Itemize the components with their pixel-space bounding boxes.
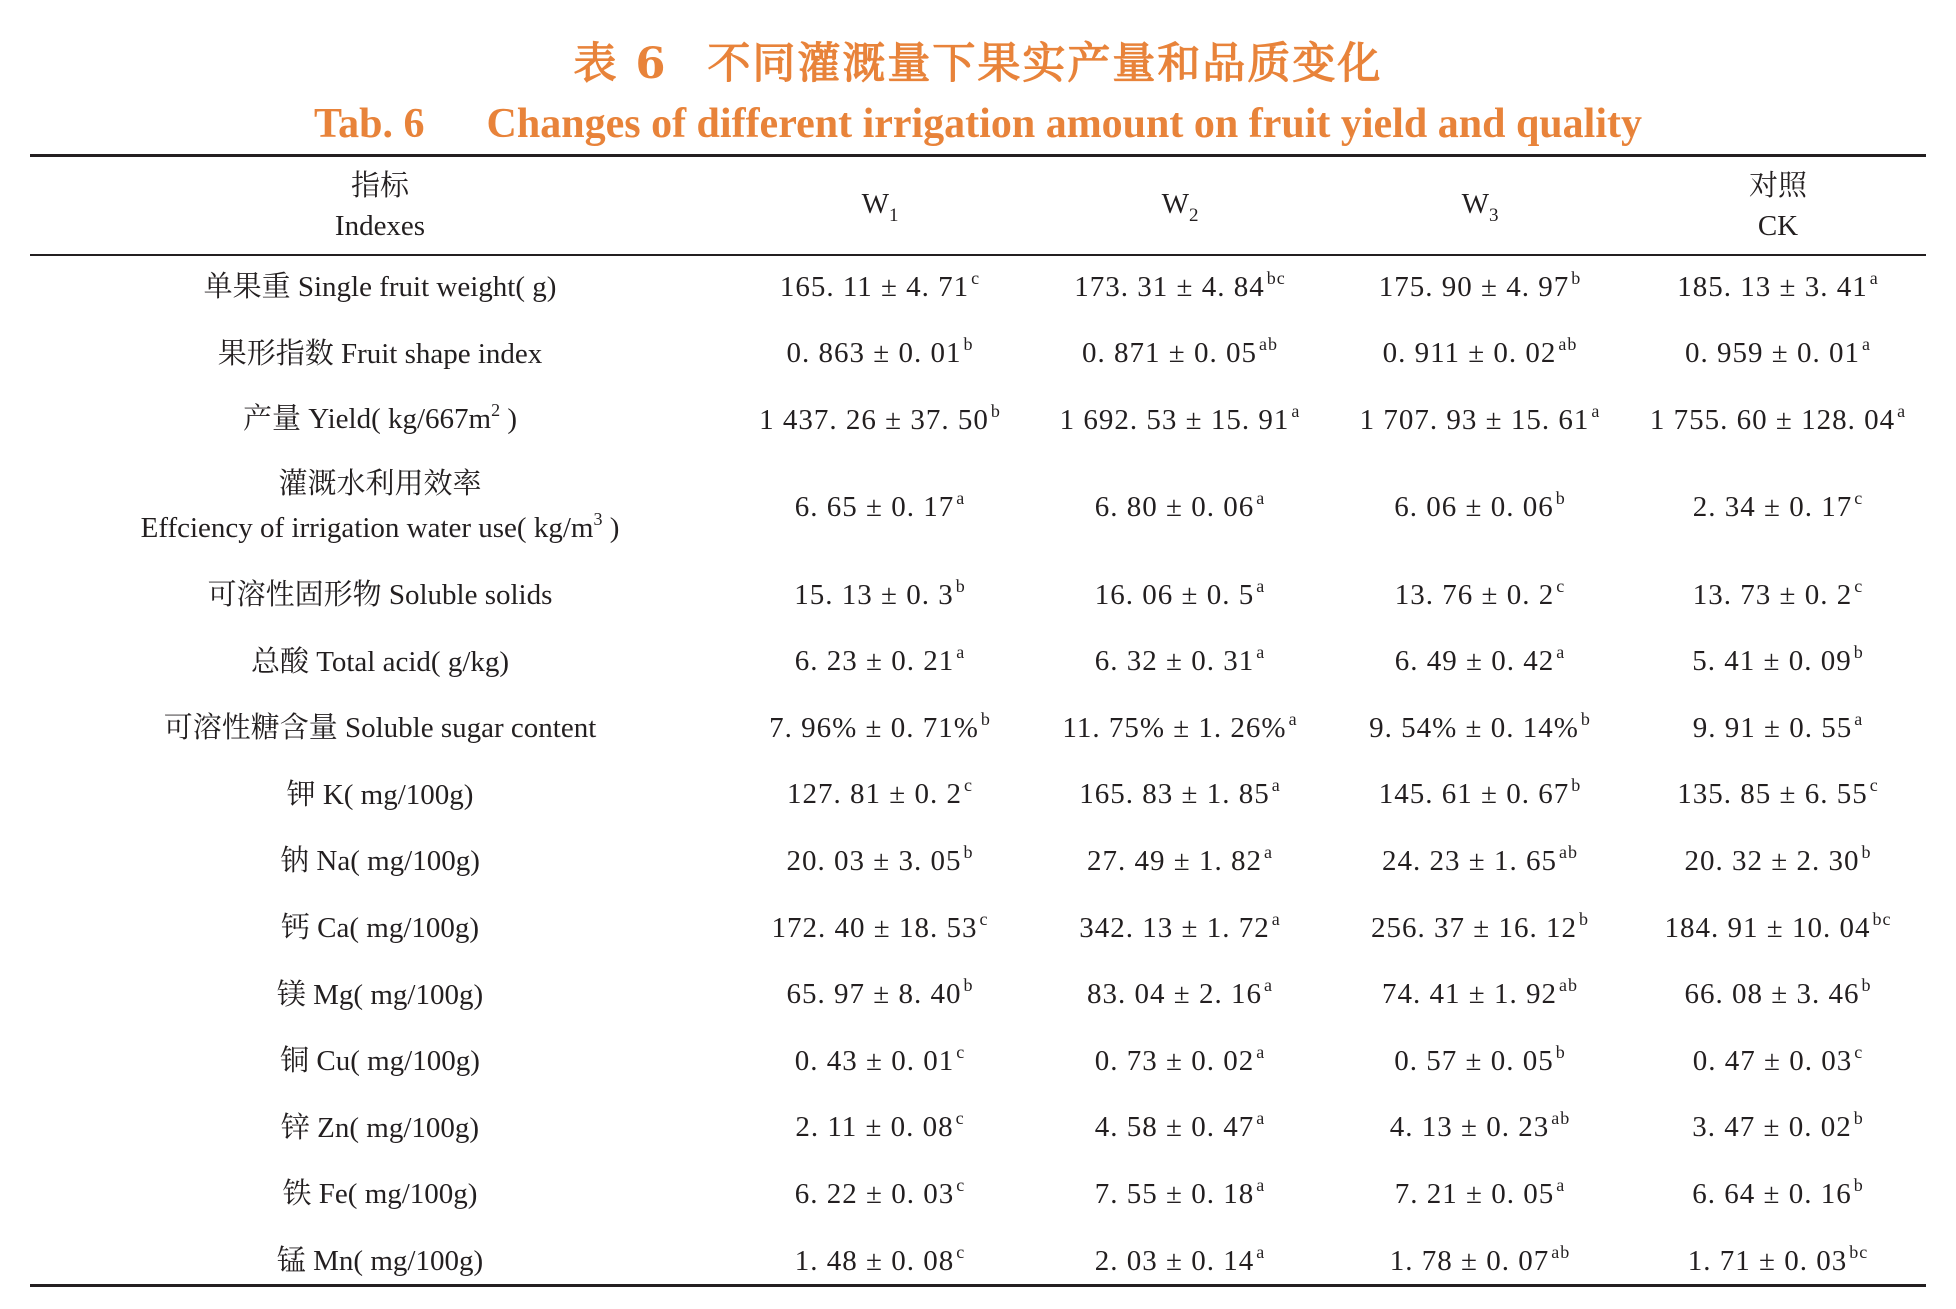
table-number-en: Tab. 6 <box>314 101 425 147</box>
value-cell-w1 <box>730 762 1030 829</box>
value-cell-w1 <box>730 562 1030 629</box>
mean-sd-value: 173. 31 ± 4. 84 <box>1074 270 1265 303</box>
mean-sd-value: 2. 03 ± 0. 14 <box>1094 1244 1255 1277</box>
mean-sd-value: 1. 71 ± 0. 03 <box>1687 1244 1848 1277</box>
value-cell-w1 <box>730 1028 1030 1095</box>
significance-letter: b <box>1578 908 1589 929</box>
significance-letter: a <box>1869 267 1879 288</box>
mean-sd-value: 1 707. 93 ± 15. 61 <box>1359 403 1590 436</box>
header-w3 <box>1330 157 1630 254</box>
table-row <box>30 762 1926 829</box>
mean-sd-value: 0. 863 ± 0. 01 <box>786 337 962 370</box>
value-cell-w3 <box>1330 1028 1630 1095</box>
significance-letter: a <box>1256 1108 1266 1129</box>
mean-sd-value: 11. 75% ± 1. 26% <box>1062 711 1287 744</box>
mean-sd-value: 175. 90 ± 4. 97 <box>1378 270 1570 303</box>
table-caption-cn: 不同灌溉量下果实产量和品质变化 <box>707 39 1383 89</box>
mean-sd-value: 185. 13 ± 3. 41 <box>1677 270 1868 303</box>
value-cell-w1 <box>730 961 1030 1028</box>
significance-letter: b <box>980 708 991 729</box>
significance-letter: a <box>1556 642 1566 663</box>
value-cell-w3 <box>1330 1095 1630 1162</box>
index-label-text: 单果重 Single fruit weight( g) <box>203 271 557 304</box>
value-cell-ck <box>1630 1228 1926 1295</box>
index-label <box>30 321 730 388</box>
value-cell-w1 <box>730 695 1030 762</box>
value-cell-w2 <box>1030 895 1330 962</box>
unit-superscript: 2 <box>491 399 501 420</box>
significance-letter: ab <box>1558 334 1578 355</box>
mean-sd-value: 6. 06 ± 0. 06 <box>1394 491 1554 524</box>
mean-sd-value: 20. 03 ± 3. 05 <box>786 844 962 877</box>
index-label-end: ) <box>602 512 620 545</box>
value-cell-w3 <box>1330 628 1630 695</box>
index-label-text: 铁 Fe( mg/100g) <box>282 1178 478 1211</box>
table-row <box>30 454 1926 562</box>
value-cell-w1 <box>730 1095 1030 1162</box>
index-label-text: 果形指数 Fruit shape index <box>217 337 543 370</box>
value-cell-w2 <box>1030 828 1330 895</box>
significance-letter: b <box>1861 841 1872 862</box>
value-cell-w3 <box>1330 1228 1630 1295</box>
significance-letter: a <box>1256 642 1266 663</box>
header-w2 <box>1030 157 1330 254</box>
index-label-text: 可溶性固形物 Soluble solids <box>207 579 553 612</box>
significance-letter: a <box>1256 1174 1266 1195</box>
significance-letter: b <box>963 975 974 996</box>
value-cell-w3 <box>1330 828 1630 895</box>
significance-letter: b <box>990 400 1001 421</box>
header-indexes-en: Indexes <box>334 209 426 242</box>
value-cell-w2 <box>1030 1228 1330 1295</box>
significance-letter: a <box>1256 488 1266 509</box>
mean-sd-value: 0. 47 ± 0. 03 <box>1692 1044 1853 1077</box>
significance-letter: a <box>1263 841 1273 862</box>
value-cell-w1 <box>730 454 1030 562</box>
index-label-en <box>30 506 730 553</box>
index-label <box>30 961 730 1028</box>
index-label <box>30 895 730 962</box>
table-row <box>30 387 1926 454</box>
header-w2-subscript: 2 <box>1188 204 1199 226</box>
value-cell-ck <box>1630 828 1926 895</box>
mean-sd-value: 1. 48 ± 0. 08 <box>794 1244 955 1277</box>
table-caption-en: Changes of different irrigation amount on fruit yield and quality <box>486 101 1642 147</box>
value-cell-ck <box>1630 628 1926 695</box>
significance-letter: b <box>1861 975 1872 996</box>
mean-sd-value: 5. 41 ± 0. 09 <box>1692 645 1852 678</box>
significance-letter: bc <box>1872 908 1892 929</box>
significance-letter: b <box>1555 488 1566 509</box>
significance-letter: c <box>1854 1041 1864 1062</box>
value-cell-w1 <box>730 387 1030 454</box>
mean-sd-value: 13. 73 ± 0. 2 <box>1692 578 1853 611</box>
significance-letter: a <box>1861 334 1871 355</box>
value-cell-w3 <box>1330 961 1630 1028</box>
mean-sd-value: 1 755. 60 ± 128. 04 <box>1649 403 1896 436</box>
mean-sd-value: 6. 32 ± 0. 31 <box>1094 645 1255 678</box>
significance-letter: b <box>963 841 974 862</box>
value-cell-w2 <box>1030 1161 1330 1228</box>
significance-letter: a <box>1897 400 1907 421</box>
header-ck <box>1630 157 1926 254</box>
significance-letter: ab <box>1558 975 1578 996</box>
value-cell-w1 <box>730 254 1030 321</box>
mean-sd-value: 0. 73 ± 0. 02 <box>1094 1044 1255 1077</box>
value-cell-w1 <box>730 1161 1030 1228</box>
value-cell-w2 <box>1030 961 1330 1028</box>
significance-letter: a <box>1263 975 1273 996</box>
index-label-cn: 灌溉水利用效率 <box>278 468 482 501</box>
value-cell-w2 <box>1030 321 1330 388</box>
mean-sd-value: 184. 91 ± 10. 04 <box>1664 911 1871 944</box>
value-cell-w2 <box>1030 1095 1330 1162</box>
table-row <box>30 321 1926 388</box>
significance-letter: c <box>971 267 981 288</box>
mean-sd-value: 1. 78 ± 0. 07 <box>1389 1244 1550 1277</box>
mean-sd-value: 13. 76 ± 0. 2 <box>1394 578 1555 611</box>
value-cell-w3 <box>1330 321 1630 388</box>
mean-sd-value: 0. 911 ± 0. 02 <box>1382 337 1557 370</box>
significance-letter: a <box>1271 775 1281 796</box>
table-row <box>30 895 1926 962</box>
mean-sd-value: 165. 11 ± 4. 71 <box>779 270 970 303</box>
value-cell-w3 <box>1330 1161 1630 1228</box>
mean-sd-value: 6. 64 ± 0. 16 <box>1692 1177 1852 1210</box>
index-label <box>30 762 730 829</box>
mean-sd-value: 172. 40 ± 18. 53 <box>771 911 978 944</box>
table-row <box>30 1028 1926 1095</box>
value-cell-w1 <box>730 321 1030 388</box>
mean-sd-value: 4. 58 ± 0. 47 <box>1094 1111 1255 1144</box>
header-ck-en: CK <box>1757 209 1799 242</box>
mean-sd-value: 9. 91 ± 0. 55 <box>1692 711 1853 744</box>
index-label <box>30 1095 730 1162</box>
table-row <box>30 1228 1926 1295</box>
index-label <box>30 628 730 695</box>
mean-sd-value: 2. 11 ± 0. 08 <box>795 1111 954 1144</box>
header-w1-subscript: 1 <box>888 204 899 226</box>
index-label-text: 钙 Ca( mg/100g) <box>280 912 480 945</box>
value-cell-w2 <box>1030 628 1330 695</box>
table-row <box>30 1095 1926 1162</box>
value-cell-w2 <box>1030 762 1330 829</box>
value-cell-w3 <box>1330 895 1630 962</box>
significance-letter: a <box>1288 708 1298 729</box>
significance-letter: a <box>1591 400 1601 421</box>
mean-sd-value: 6. 65 ± 0. 17 <box>794 491 955 524</box>
mean-sd-value: 6. 23 ± 0. 21 <box>794 645 955 678</box>
value-cell-w2 <box>1030 695 1330 762</box>
value-cell-ck <box>1630 895 1926 962</box>
index-label-text: 可溶性糖含量 Soluble sugar content <box>163 712 597 745</box>
mean-sd-value: 65. 97 ± 8. 40 <box>786 978 962 1011</box>
index-label <box>30 1161 730 1228</box>
significance-letter: b <box>1571 775 1582 796</box>
mean-sd-value: 3. 47 ± 0. 02 <box>1692 1111 1852 1144</box>
mean-sd-value: 74. 41 ± 1. 92 <box>1382 978 1557 1011</box>
index-label-text: 产量 Yield( kg/667m <box>242 402 492 435</box>
index-label-text: 钾 K( mg/100g) <box>286 778 474 811</box>
significance-letter: b <box>1555 1041 1566 1062</box>
significance-letter: a <box>956 488 966 509</box>
mean-sd-value: 6. 22 ± 0. 03 <box>794 1177 955 1210</box>
header-w3-label: W <box>1461 187 1489 220</box>
value-cell-ck <box>1630 1095 1926 1162</box>
table-row <box>30 562 1926 629</box>
value-cell-w3 <box>1330 562 1630 629</box>
mean-sd-value: 7. 55 ± 0. 18 <box>1094 1177 1255 1210</box>
significance-letter: a <box>1256 1041 1266 1062</box>
header-w1 <box>730 157 1030 254</box>
value-cell-ck <box>1630 1028 1926 1095</box>
significance-letter: c <box>956 1174 966 1195</box>
value-cell-ck <box>1630 695 1926 762</box>
value-cell-w2 <box>1030 387 1330 454</box>
value-cell-w2 <box>1030 454 1330 562</box>
mean-sd-value: 9. 54% ± 0. 14% <box>1369 711 1579 744</box>
mean-sd-value: 1 692. 53 ± 15. 91 <box>1059 403 1290 436</box>
significance-letter: c <box>963 775 973 796</box>
significance-letter: a <box>1256 575 1266 596</box>
mean-sd-value: 15. 13 ± 0. 3 <box>794 578 954 611</box>
table-row <box>30 1161 1926 1228</box>
value-cell-w1 <box>730 828 1030 895</box>
value-cell-w1 <box>730 895 1030 962</box>
value-cell-w3 <box>1330 695 1630 762</box>
significance-letter: a <box>1271 908 1281 929</box>
mean-sd-value: 24. 23 ± 1. 65 <box>1382 844 1557 877</box>
significance-letter: c <box>956 1041 966 1062</box>
value-cell-ck <box>1630 387 1926 454</box>
index-label <box>30 828 730 895</box>
header-ck-cn: 对照 <box>1748 169 1807 202</box>
table-row <box>30 628 1926 695</box>
mean-sd-value: 6. 80 ± 0. 06 <box>1094 491 1255 524</box>
value-cell-w3 <box>1330 387 1630 454</box>
table-body <box>30 254 1926 1294</box>
header-w1-label: W <box>861 187 889 220</box>
header-w2-label: W <box>1161 187 1189 220</box>
significance-letter: ab <box>1551 1108 1571 1129</box>
value-cell-w1 <box>730 1228 1030 1295</box>
header-indexes <box>30 157 730 254</box>
mean-sd-value: 165. 83 ± 1. 85 <box>1079 778 1270 811</box>
index-label-text: 锰 Mn( mg/100g) <box>276 1245 484 1278</box>
index-label <box>30 454 730 562</box>
significance-letter: c <box>1869 775 1879 796</box>
value-cell-w2 <box>1030 562 1330 629</box>
significance-letter: b <box>963 334 974 355</box>
mean-sd-value: 4. 13 ± 0. 23 <box>1389 1111 1550 1144</box>
value-cell-w3 <box>1330 454 1630 562</box>
value-cell-w2 <box>1030 254 1330 321</box>
significance-letter: c <box>1854 575 1864 596</box>
mean-sd-value: 145. 61 ± 0. 67 <box>1378 778 1570 811</box>
significance-letter: b <box>1580 708 1591 729</box>
value-cell-w3 <box>1330 254 1630 321</box>
index-label <box>30 1028 730 1095</box>
significance-letter: ab <box>1558 841 1578 862</box>
significance-letter: a <box>1291 400 1301 421</box>
index-label-text: 镁 Mg( mg/100g) <box>276 978 484 1011</box>
mean-sd-value: 66. 08 ± 3. 46 <box>1684 978 1860 1011</box>
index-label <box>30 1228 730 1295</box>
header-row <box>30 157 1926 254</box>
index-label-end: ) <box>500 402 518 435</box>
mean-sd-value: 27. 49 ± 1. 82 <box>1087 844 1262 877</box>
mean-sd-value: 1 437. 26 ± 37. 50 <box>759 403 989 436</box>
significance-letter: ab <box>1551 1241 1571 1262</box>
significance-letter: c <box>1556 575 1566 596</box>
unit-superscript: 3 <box>593 509 603 530</box>
index-label-text: 钠 Na( mg/100g) <box>280 845 480 878</box>
mean-sd-value: 20. 32 ± 2. 30 <box>1684 844 1860 877</box>
mean-sd-value: 0. 43 ± 0. 01 <box>794 1044 955 1077</box>
value-cell-ck <box>1630 562 1926 629</box>
index-label <box>30 695 730 762</box>
mean-sd-value: 127. 81 ± 0. 2 <box>787 778 962 811</box>
data-table <box>30 157 1926 1294</box>
value-cell-ck <box>1630 961 1926 1028</box>
significance-letter: a <box>956 642 966 663</box>
table-number-cn: 表 6 <box>573 39 668 89</box>
index-label <box>30 254 730 321</box>
significance-letter: b <box>1853 642 1864 663</box>
mean-sd-value: 0. 871 ± 0. 05 <box>1082 337 1257 370</box>
index-label-text: 铜 Cu( mg/100g) <box>280 1045 480 1078</box>
mean-sd-value: 6. 49 ± 0. 42 <box>1394 645 1555 678</box>
significance-letter: bc <box>1849 1241 1869 1262</box>
value-cell-w3 <box>1330 762 1630 829</box>
table-title-en <box>0 100 1956 148</box>
significance-letter: bc <box>1266 267 1286 288</box>
table-title-cn <box>0 30 1956 91</box>
index-label-text: 锌 Zn( mg/100g) <box>280 1111 480 1144</box>
header-indexes-cn: 指标 <box>350 169 409 202</box>
table-row <box>30 695 1926 762</box>
index-label <box>30 562 730 629</box>
index-label-text: 总酸 Total acid( g/kg) <box>250 645 510 678</box>
significance-letter: c <box>956 1241 966 1262</box>
value-cell-ck <box>1630 454 1926 562</box>
significance-letter: a <box>1854 708 1864 729</box>
mean-sd-value: 7. 21 ± 0. 05 <box>1394 1177 1555 1210</box>
significance-letter: b <box>1571 267 1582 288</box>
mean-sd-value: 7. 96% ± 0. 71% <box>769 711 979 744</box>
mean-sd-value: 2. 34 ± 0. 17 <box>1692 491 1853 524</box>
significance-letter: ab <box>1258 334 1278 355</box>
mean-sd-value: 16. 06 ± 0. 5 <box>1094 578 1255 611</box>
mean-sd-value: 135. 85 ± 6. 55 <box>1677 778 1868 811</box>
index-label <box>30 387 730 454</box>
value-cell-ck <box>1630 321 1926 388</box>
significance-letter: c <box>1854 488 1864 509</box>
significance-letter: a <box>1556 1174 1566 1195</box>
value-cell-ck <box>1630 254 1926 321</box>
significance-letter: b <box>1853 1108 1864 1129</box>
value-cell-w1 <box>730 628 1030 695</box>
mean-sd-value: 256. 37 ± 16. 12 <box>1371 911 1577 944</box>
significance-letter: a <box>1256 1241 1266 1262</box>
value-cell-ck <box>1630 762 1926 829</box>
mean-sd-value: 0. 57 ± 0. 05 <box>1394 1044 1554 1077</box>
significance-letter: c <box>979 908 989 929</box>
table-row <box>30 961 1926 1028</box>
significance-letter: c <box>955 1108 965 1129</box>
value-cell-ck <box>1630 1161 1926 1228</box>
value-cell-w2 <box>1030 1028 1330 1095</box>
mean-sd-value: 83. 04 ± 2. 16 <box>1087 978 1262 1011</box>
mean-sd-value: 0. 959 ± 0. 01 <box>1685 337 1860 370</box>
table-row <box>30 254 1926 321</box>
index-label-text: Effciency of irrigation water use( kg/m <box>140 512 594 545</box>
significance-letter: b <box>1853 1174 1864 1195</box>
header-w3-subscript: 3 <box>1488 204 1499 226</box>
significance-letter: b <box>955 575 966 596</box>
mean-sd-value: 342. 13 ± 1. 72 <box>1079 911 1270 944</box>
table-row <box>30 828 1926 895</box>
